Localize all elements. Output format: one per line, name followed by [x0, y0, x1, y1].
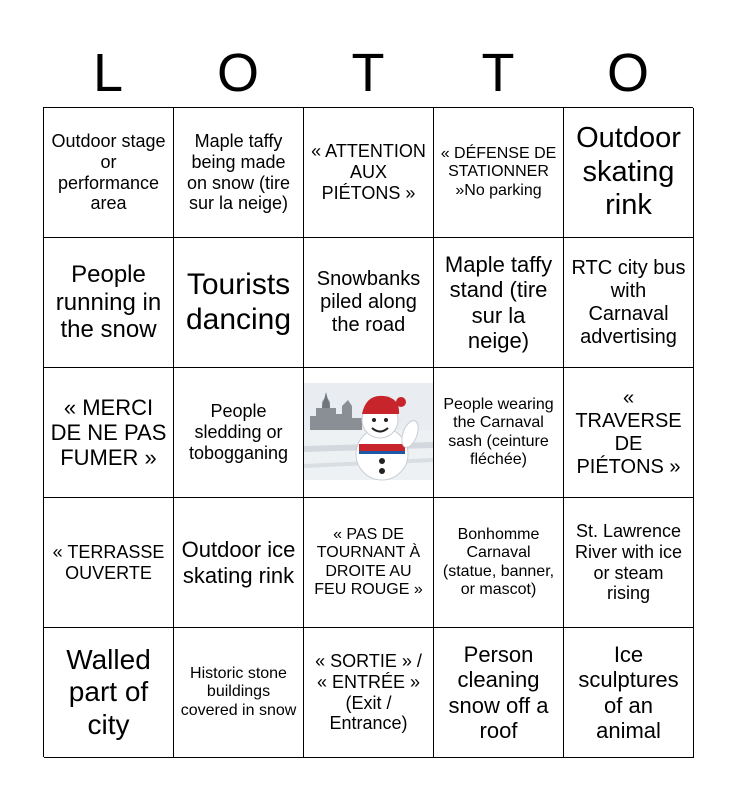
board-cell[interactable]: [564, 368, 694, 498]
cell-text: Person cleaning snow off a roof: [448, 641, 549, 743]
title-letter-o: O: [606, 43, 649, 103]
board-cell[interactable]: [44, 498, 174, 628]
board-cell[interactable]: [174, 238, 304, 368]
cell-text: Snowbanks piled along the road: [316, 268, 421, 336]
title-letter-o: O: [216, 43, 259, 103]
board-cell[interactable]: [434, 628, 564, 758]
cell-text: « TERRASSE OUVERTE: [52, 541, 165, 583]
cell-text: Historic stone buildings covered in snow: [180, 664, 297, 719]
cell-text: Bonhomme Carnaval (statue, banner, or mascot): [442, 525, 555, 598]
board-cell[interactable]: [304, 498, 434, 628]
board-cell[interactable]: [564, 498, 694, 628]
lotto-board: [43, 107, 693, 757]
cell-text: « ATTENTION AUX PIÉTONS »: [311, 141, 426, 203]
board-cell[interactable]: [434, 368, 564, 498]
cell-text: Outdoor ice skating rink: [181, 537, 296, 588]
title-letter-t: T: [351, 43, 385, 103]
lotto-title: [43, 38, 693, 108]
board-cell[interactable]: [304, 108, 434, 238]
board-cell[interactable]: [174, 368, 304, 498]
cell-text: People wearing the Carnaval sash (ceinture fléchée): [443, 395, 554, 468]
cell-text: « TRAVERSE DE PIÉTONS »: [575, 386, 682, 478]
board-cell[interactable]: [304, 238, 434, 368]
cell-text: Maple taffy stand (tire sur la neige): [444, 251, 553, 353]
cell-text: Tourists dancing: [185, 268, 292, 336]
board-cell[interactable]: [434, 498, 564, 628]
free-space-cell[interactable]: [304, 368, 434, 498]
cell-text: Walled part of city: [66, 644, 151, 740]
cell-text: People sledding or tobogganing: [188, 401, 289, 463]
board-cell[interactable]: [564, 238, 694, 368]
board-cell[interactable]: [434, 108, 564, 238]
board-cell[interactable]: [174, 628, 304, 758]
cell-text: « PAS DE TOURNANT À DROITE AU FEU ROUGE »: [314, 525, 423, 598]
board-cell[interactable]: [44, 368, 174, 498]
cell-text: « DÉFENSE DE STATIONNER »No parking: [440, 144, 557, 199]
board-cell[interactable]: [304, 628, 434, 758]
board-cell[interactable]: [564, 108, 694, 238]
cell-text: « SORTIE » / « ENTRÉE » (Exit / Entrance): [315, 651, 422, 734]
board-cell[interactable]: [174, 108, 304, 238]
board-cell[interactable]: [44, 108, 174, 238]
cell-text: Outdoor skating rink: [576, 122, 681, 222]
cell-text: « MERCI DE NE PAS FUMER »: [50, 394, 167, 471]
cell-text: RTC city bus with Carnaval advertising: [571, 256, 686, 348]
board-cell[interactable]: [44, 238, 174, 368]
title-letter-t: T: [481, 43, 515, 103]
board-cell[interactable]: [564, 628, 694, 758]
cell-text: Outdoor stage or performance area: [51, 131, 166, 214]
board-cell[interactable]: [44, 628, 174, 758]
cell-text: People running in the snow: [55, 261, 162, 344]
bonhomme-carnaval-photo: [304, 368, 433, 497]
title-letter-l: L: [92, 43, 124, 103]
cell-text: St. Lawrence River with ice or steam rising: [574, 521, 683, 604]
cell-text: Ice sculptures of an animal: [578, 641, 679, 743]
cell-text: Maple taffy being made on snow (tire sur la neige): [186, 131, 291, 214]
board-cell[interactable]: [174, 498, 304, 628]
board-cell[interactable]: [434, 238, 564, 368]
